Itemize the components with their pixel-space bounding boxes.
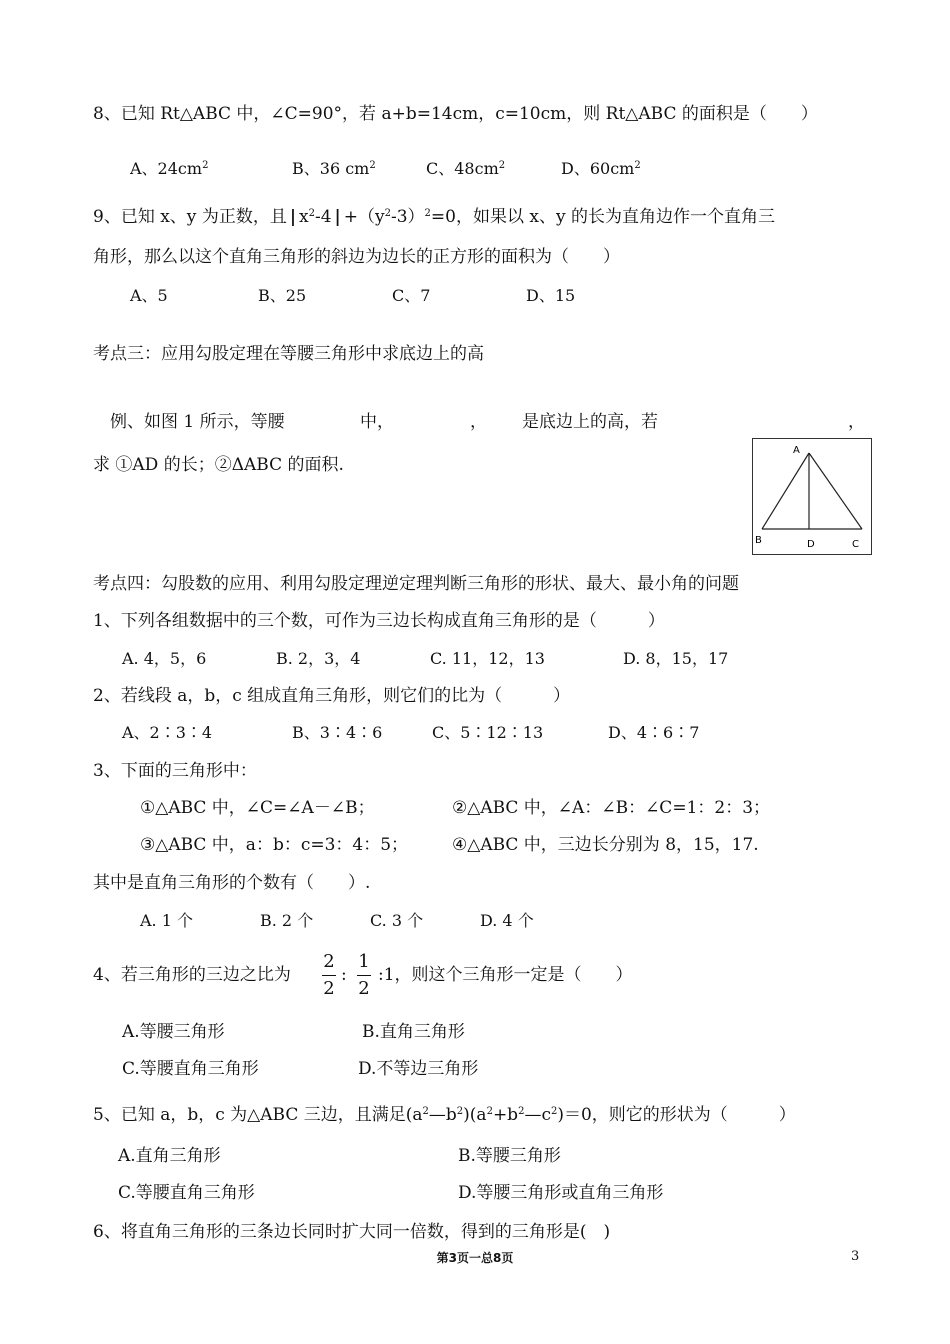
- label-c: C: [852, 539, 859, 550]
- q8-option-c: C、$48cm^2$: [426, 159, 506, 178]
- q5-option-b: B.等腰三角形: [458, 1146, 561, 1166]
- q4-fraction-2-denominator: 2: [358, 978, 370, 999]
- q3-option-b: B. 2 个: [260, 911, 314, 930]
- q4-fraction-1-numerator: 2: [323, 951, 335, 972]
- section-heading-3: 考点三：应用勾股定理在等腰三角形中求底边上的高: [93, 344, 484, 364]
- q1-option-d: D. 8，15，17: [623, 649, 729, 668]
- label-d: D: [807, 539, 815, 550]
- q9-option-a: A、5: [130, 286, 168, 305]
- q8-option-d: D、$60cm^2$: [561, 159, 641, 178]
- q2-stem: 2、若线段 a，b，c 组成直角三角形，则它们的比为（ ）: [93, 686, 571, 706]
- q2-option-c: C、5∶12∶13: [432, 723, 544, 742]
- q8-option-b: B、36 $cm^2$: [292, 159, 376, 178]
- q6-stem: 6、将直角三角形的三条边长同时扩大同一倍数，得到的三角形是( ): [93, 1222, 611, 1242]
- q4-fraction-2-bar: [357, 975, 371, 976]
- q4-fraction-2-numerator: 1: [358, 951, 370, 972]
- q2-option-b: B、3∶4∶6: [292, 723, 383, 742]
- q9-stem: 9、已知 x、y 为正数，且 | $x^2-4$ | $+(y^2-3)^2=0$，如果以 x、y 的长为直角边作一个直角三: [93, 207, 775, 227]
- example-text-1: 例、如图 1 所示，等腰: [110, 412, 285, 432]
- triangle-figure: [752, 438, 872, 555]
- q5-option-a: A.直角三角形: [118, 1146, 221, 1166]
- q2-option-d: D、4∶6∶7: [608, 723, 700, 742]
- page-footer: 第3页一总8页: [436, 1251, 514, 1265]
- example-text-5: ，: [848, 412, 865, 432]
- q3-item-1: ①△ABC 中，∠C=∠A－∠B；: [140, 798, 375, 818]
- example-text-line2: 求 ①AD 的长；②ΔABC 的面积.: [93, 455, 344, 475]
- q4-option-a: A.等腰三角形: [122, 1022, 225, 1042]
- q4-stem-pre: 4、若三角形的三边之比为: [93, 965, 291, 985]
- page-number: 3: [851, 1249, 860, 1264]
- q4-fraction-1-denominator: 2: [323, 978, 335, 999]
- q3-item-4: ④△ABC 中，三边长分别为 8，15，17.: [452, 835, 759, 855]
- q1-option-b: B. 2，3，4: [276, 649, 361, 668]
- q4-option-b: B.直角三角形: [362, 1022, 465, 1042]
- example-text-4: 是底边上的高，若: [522, 412, 658, 432]
- q2-option-a: A、2∶3∶4: [122, 723, 213, 742]
- q5-option-d: D.等腰三角形或直角三角形: [458, 1183, 664, 1203]
- q4-option-c: C.等腰直角三角形: [122, 1059, 259, 1079]
- q8-stem: 8、已知 Rt△ABC 中，∠C=90°，若 a+b=14cm，c=10cm，则 Rt△ABC 的面积是（ ）: [93, 104, 818, 124]
- q9-option-b: B、25: [258, 286, 307, 305]
- q1-stem: 1、下列各组数据中的三个数，可作为三边长构成直角三角形的是（ ）: [93, 611, 665, 631]
- q9-stem-line2: 角形，那么以这个直角三角形的斜边为边长的正方形的面积为（ ）: [93, 247, 620, 267]
- label-b: B: [755, 535, 762, 546]
- q3-option-c: C. 3 个: [370, 911, 424, 930]
- q4-colon: :: [341, 965, 347, 985]
- q1-option-c: C. 11，12，13: [430, 649, 545, 668]
- q9-option-c: C、7: [392, 286, 431, 305]
- q1-option-a: A. 4，5，6: [122, 649, 207, 668]
- q4-option-d: D.不等边三角形: [358, 1059, 479, 1079]
- q4-fraction-1-bar: [322, 975, 336, 976]
- q3-item-3: ③△ABC 中，a：b：c=3：4：5；: [140, 835, 409, 855]
- q5-option-c: C.等腰直角三角形: [118, 1183, 255, 1203]
- q3-item-2: ②△ABC 中，∠A：∠B：∠C=1：2：3；: [452, 798, 771, 818]
- label-a: A: [793, 445, 800, 456]
- q8-option-a: A、$24cm^2$: [130, 159, 209, 178]
- q3-question: 其中是直角三角形的个数有（ ）.: [93, 873, 371, 893]
- q9-option-d: D、15: [526, 286, 576, 305]
- q3-stem: 3、下面的三角形中：: [93, 761, 257, 781]
- section-heading-4: 考点四：勾股数的应用、利用勾股定理逆定理判断三角形的形状、最大、最小角的问题: [93, 574, 739, 594]
- q4-stem-post: :1，则这个三角形一定是（ ）: [378, 965, 633, 985]
- side-ab: [762, 453, 809, 529]
- example-text-3: ，: [470, 412, 487, 432]
- triangle-diagram: [753, 439, 871, 554]
- example-text-2: 中，: [360, 412, 394, 432]
- q3-option-a: A. 1 个: [140, 911, 193, 930]
- q5-stem: 5、已知 a，b，c 为△ABC 三边，且满足$(a^2—b^2)(a^2+b^2—c^2)=0$，则它的形状为（ ）: [93, 1105, 796, 1125]
- side-ac: [809, 453, 862, 529]
- q3-option-d: D. 4 个: [480, 911, 534, 930]
